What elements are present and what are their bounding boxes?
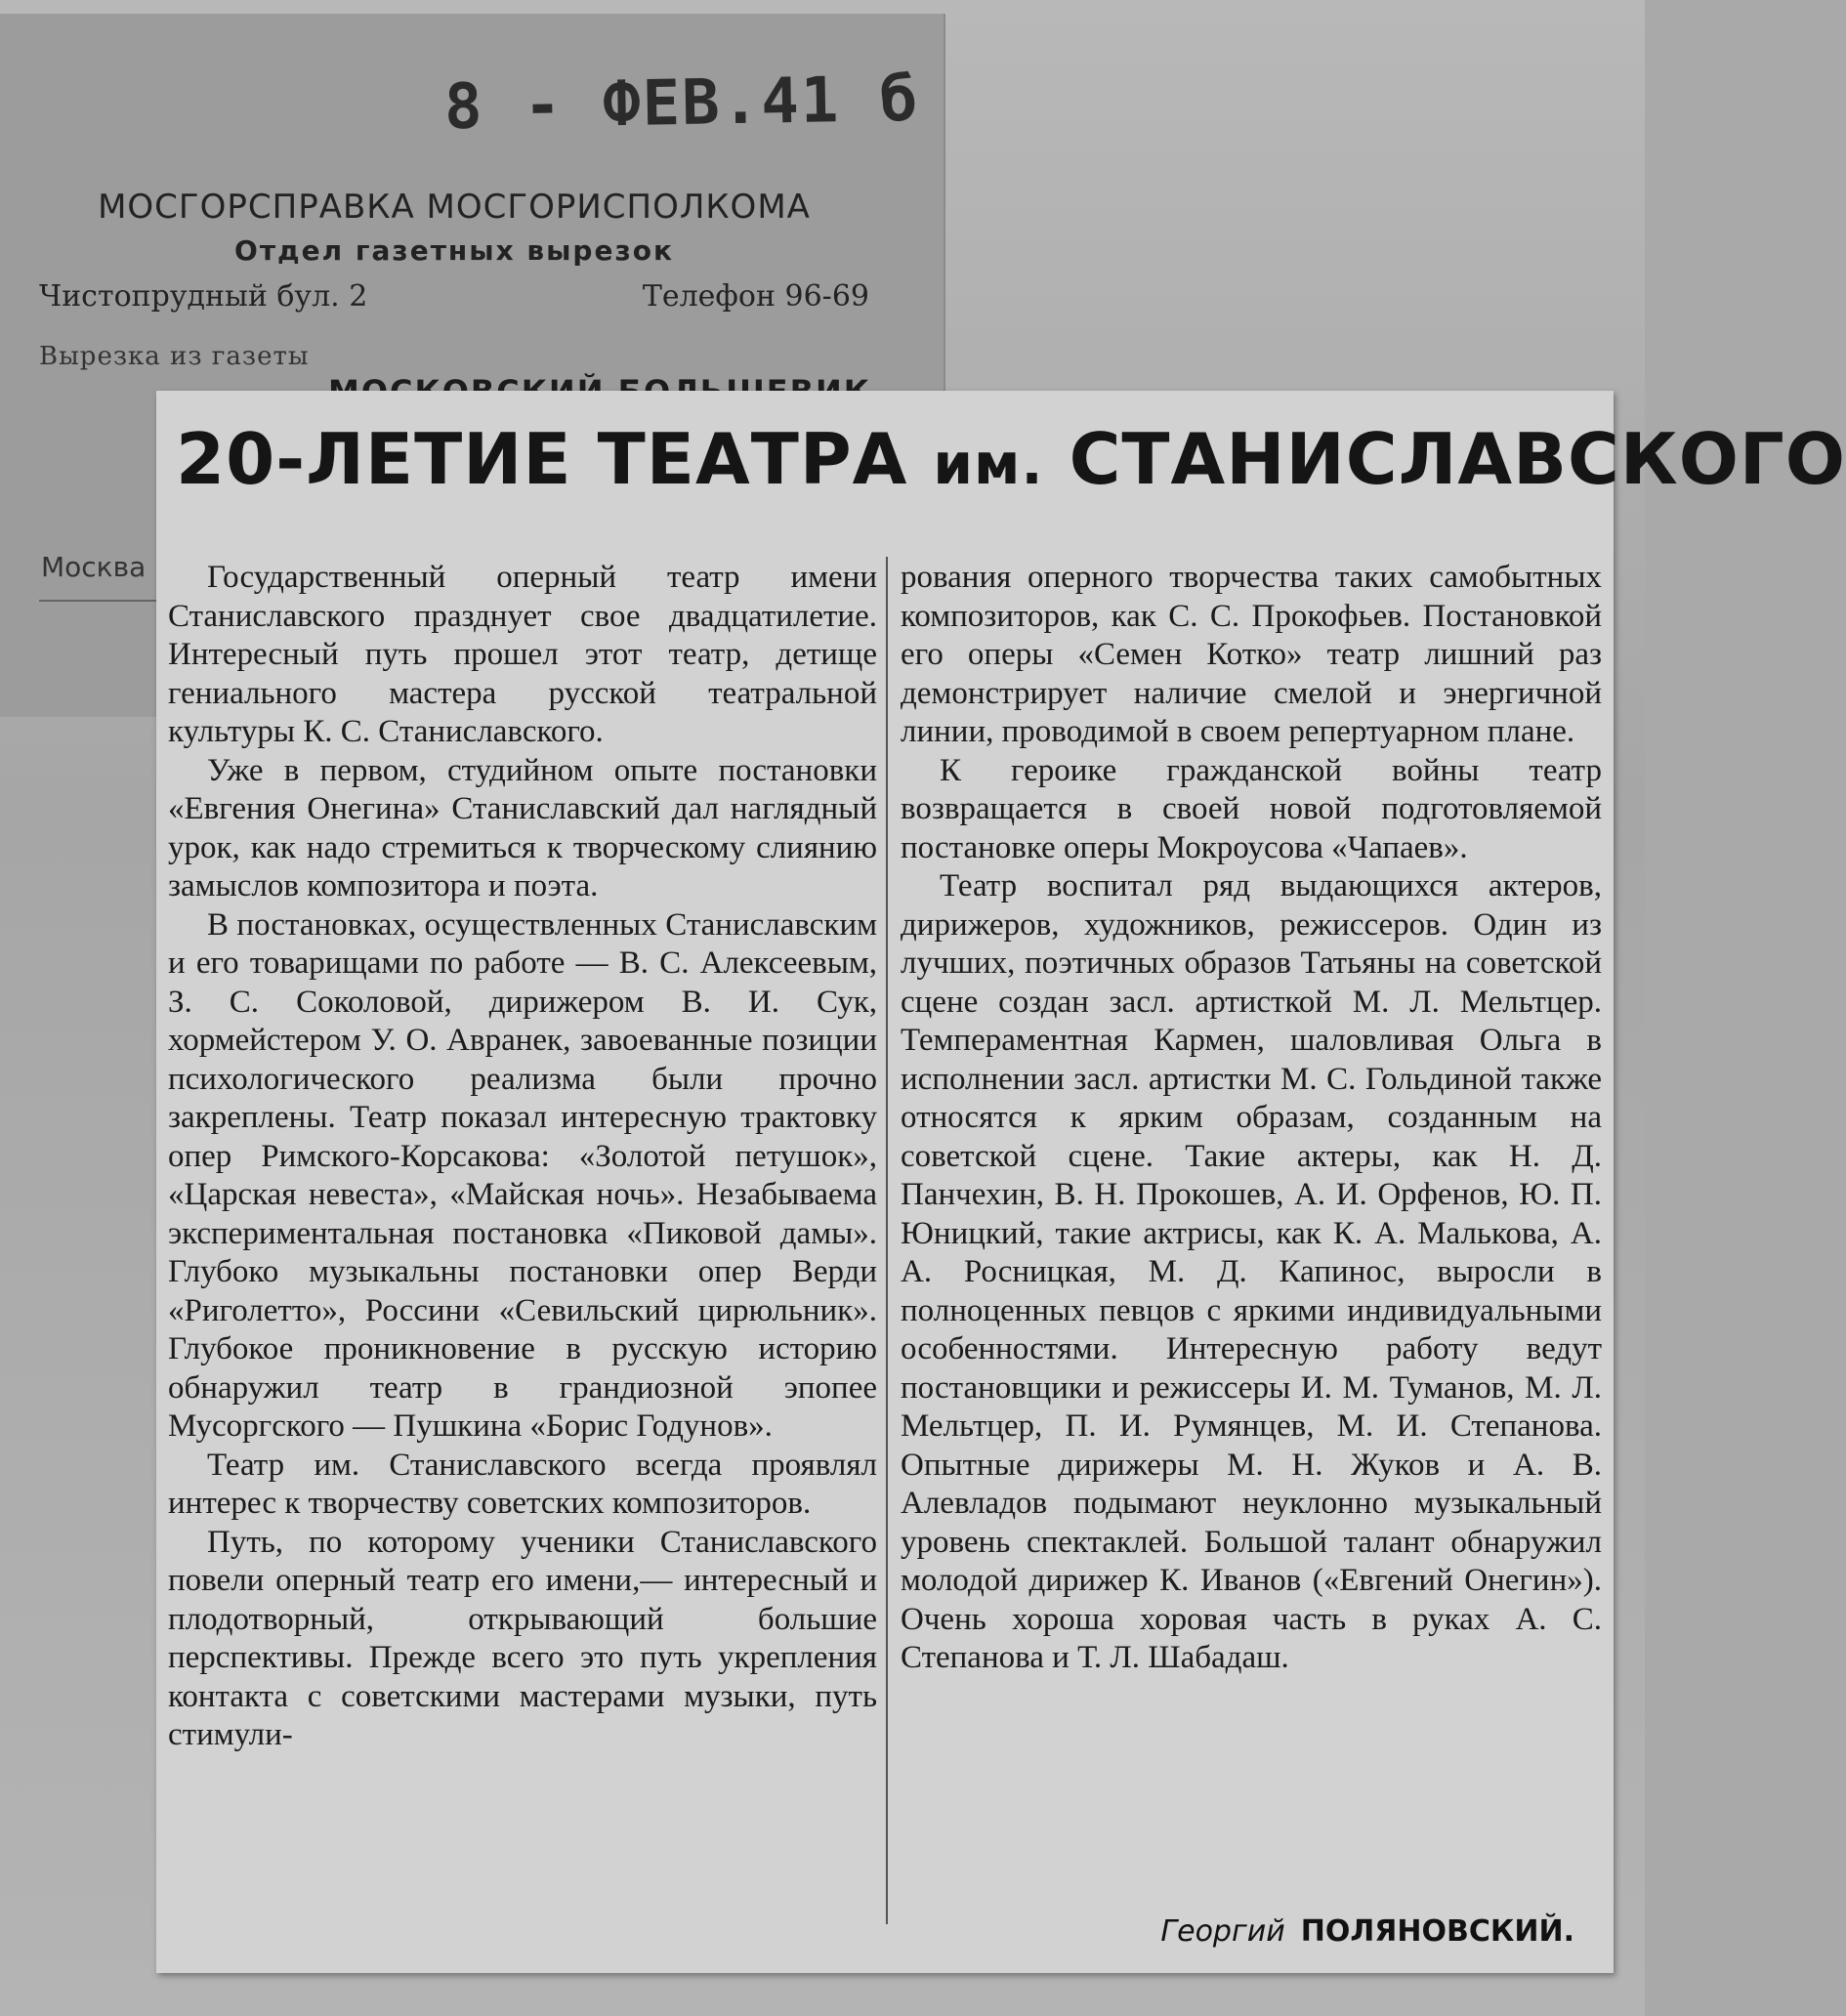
agency-name: МОСГОРСПРАВКА МОСГОРИСПОЛКОМА bbox=[98, 188, 811, 227]
headline-part-main: 20-ЛЕТИЕ ТЕАТРА bbox=[176, 418, 908, 500]
newspaper-clipping bbox=[156, 391, 1846, 1973]
date-stamp: 8 - ФЕВ.41 б bbox=[443, 63, 920, 145]
column-divider bbox=[886, 557, 888, 1924]
city-underline bbox=[39, 600, 156, 602]
contact-row bbox=[39, 279, 869, 314]
paragraph: В постановках, осуществленных Станиславским и его товарищами по работе — В. С. Алексеевым, З. С. Соколовой, дирижером В. И. Сук, хормейстером У. О. Авранек, завоеванные позиции психологического реализма были прочно закреплены. Театр показал интересную трактовку опер Римского-Корсакова: «Золотой петушок», «Царская невеста», «Майская ночь». Незабываема экспериментальная постановка «Пиковой дамы». Глубоко музыкальны постановки опер Верди «Риголетто», Россини «Севильский цирюльник». Глубокое проникновение в русскую историю обнаружил театр в грандиозной эпопее Мусоргского — Пушкина «Борис Годунов». bbox=[168, 906, 877, 1444]
headline-part-end: СТАНИСЛАВСКОГО bbox=[1069, 418, 1846, 500]
paragraph: Путь, по которому ученики Станиславского повели оперный театр его имени,— интересный и плодотворный, открывающий большие перспективы. Прежде всего это путь укрепления контакта с советскими мастерами музыки, путь стимули- bbox=[168, 1524, 877, 1752]
address-text: Чистопрудный бул. 2 bbox=[39, 279, 368, 314]
paragraph: Государственный оперный театр имени Станиславского празднует свое двадцатилетие. Интересный путь прошел этот театр, детище гениального мастера русской театральной культуры К. С. Станиславского. bbox=[168, 560, 877, 749]
author-byline bbox=[1160, 1914, 1574, 1949]
article-headline bbox=[176, 418, 1846, 500]
department-name: Отдел газетных вырезок bbox=[234, 234, 674, 267]
clip-source-label: Вырезка из газеты bbox=[39, 342, 310, 371]
headline-part-mid: им. bbox=[933, 431, 1044, 497]
paragraph: Театр воспитал ряд выдающихся актеров, дирижеров, художников, режиссеров. Один из лучших, поэтичных образов Татьяны на советской сцене создан засл. артисткой М. Л. Мельтцер. Темпераментная Кармен, шаловливая Ольга в исполнении засл. артистки М. С. Гольдиной также относятся к ярким образам, созданным на советской сцене. Такие актеры, как Н. Д. Панчехин, В. Н. Прокошев, А. И. Орфенов, Ю. П. Юницкий, такие актрисы, как К. А. Малькова, А. А. Росницкая, М. Д. Капинос, выросли в полноценных певцов с яркими индивидуальными особенностями. Интересную работу ведут постановщики и режиссеры И. М. Туманов, М. Л. Мельтцер, П. И. Румянцев, М. И. Степанова. Опытные дирижеры М. Н. Жуков и А. В. Алевладов подымают неуклонно музыкальный уровень спектаклей. Большой талант обнаружил молодой дирижер К. Иванов («Евгений Онегин»). Очень хороша хоровая часть в руках А. С. Степанова и Т. Л. Шабадаш. bbox=[901, 868, 1602, 1675]
article-column-right bbox=[901, 559, 1602, 1678]
paragraph: Театр им. Станиславского всегда проявлял интерес к творчеству советских композиторов. bbox=[168, 1447, 877, 1521]
city-label: Москва bbox=[41, 551, 147, 583]
author-last-name: ПОЛЯНОВСКИЙ. bbox=[1300, 1914, 1574, 1949]
phone-text: Телефон 96-69 bbox=[642, 279, 869, 314]
paragraph: К героике гражданской войны театр возвращается в своей новой подготовляемой постановке оперы Мокроусова «Чапаев». bbox=[901, 752, 1602, 865]
paragraph-continued: рования оперного творчества таких самобытных композиторов, как С. С. Прокофьев. Постановкой его оперы «Семен Котко» театр лишний раз демонстрирует наличие смелой и энергичной линии, проводимой в своем репертуарном плане. bbox=[901, 560, 1602, 749]
paragraph: Уже в первом, студийном опыте постановки «Евгения Онегина» Станиславский дал наглядный урок, как надо стремиться к творческому слиянию замыслов композитора и поэта. bbox=[168, 752, 877, 903]
article-column-left bbox=[168, 559, 877, 1755]
author-first-name: Георгий bbox=[1160, 1914, 1285, 1949]
